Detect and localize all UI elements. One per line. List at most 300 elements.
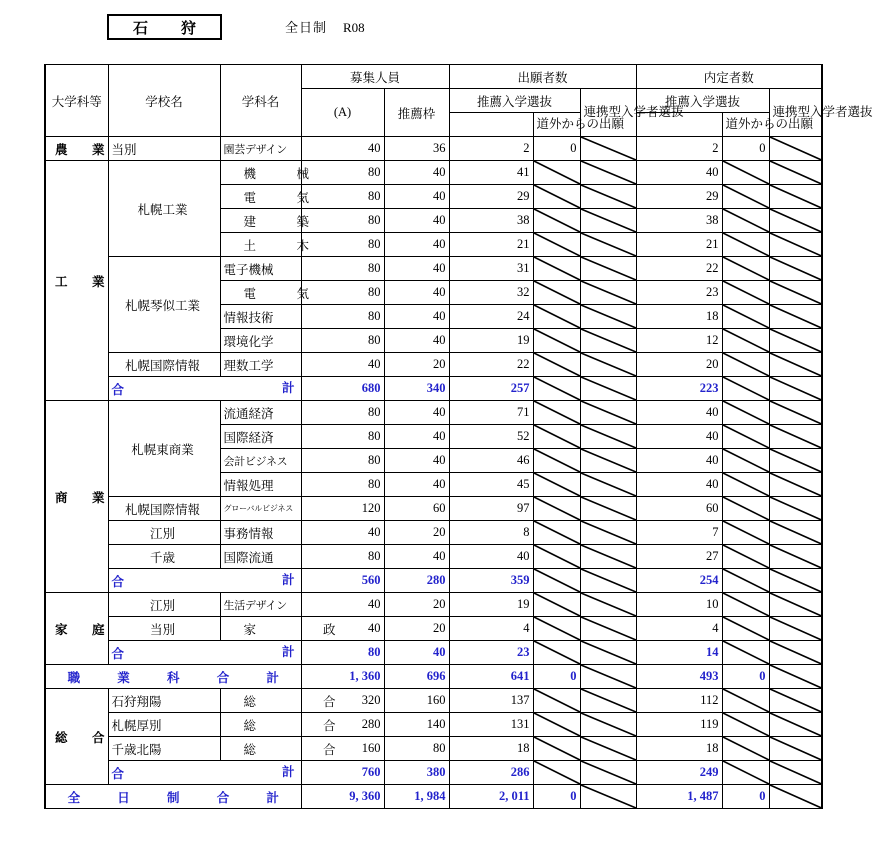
category-cell: 商 業 [45, 401, 108, 593]
accepted-linked-cell-na [769, 329, 822, 353]
header-app-outside-hokkaido: 道外からの出願 [533, 113, 580, 137]
accepted-linked-cell-na [769, 545, 822, 569]
quota-total-cell: 80 [301, 545, 384, 569]
grand-total-label-char-2: 制 [167, 790, 180, 805]
table-row [45, 521, 822, 545]
quota-total-cell: 9, 360 [301, 785, 384, 809]
applicants-linked-cell-na [580, 305, 636, 329]
applicants-linked-cell-na [580, 497, 636, 521]
header-school: 学校名 [108, 65, 220, 137]
quota-recommend-cell: 340 [384, 377, 449, 401]
department-name-cell: 会計ビジネス [220, 449, 301, 473]
applicants-recommend-cell: 137 [449, 689, 533, 713]
header-kind: 大学科等 [45, 65, 108, 137]
quota-recommend-cell: 40 [384, 329, 449, 353]
year-code: R08 [343, 20, 365, 35]
accepted-outside-cell: 0 [722, 665, 769, 689]
quota-recommend-cell: 20 [384, 521, 449, 545]
applicants-recommend-cell: 38 [449, 209, 533, 233]
applicants-recommend-cell: 2 [449, 137, 533, 161]
quota-total-cell: 320 [301, 689, 384, 713]
accepted-recommend-cell: 119 [636, 713, 722, 737]
accepted-recommend-cell: 40 [636, 449, 722, 473]
quota-total-cell: 40 [301, 137, 384, 161]
applicants-outside-cell-na [533, 233, 580, 257]
accepted-recommend-cell: 22 [636, 257, 722, 281]
applicants-linked-cell-na [580, 737, 636, 761]
applicants-outside-cell-na [533, 737, 580, 761]
accepted-outside-cell-na [722, 161, 769, 185]
quota-total-cell: 80 [301, 449, 384, 473]
applicants-outside-cell: 0 [533, 665, 580, 689]
table-row [45, 617, 822, 641]
accepted-recommend-cell: 493 [636, 665, 722, 689]
accepted-outside-cell: 0 [722, 785, 769, 809]
department-name-cell: 国際流通 [220, 545, 301, 569]
vocational-total-label-char-1: 業 [117, 670, 130, 685]
applicants-recommend-cell: 19 [449, 329, 533, 353]
department-name-cell: 総 合 [220, 689, 301, 713]
applicants-linked-cell-na [580, 665, 636, 689]
school-name-cell: 当別 [108, 137, 220, 161]
table-row [45, 353, 822, 377]
department-name-cell: 情報処理 [220, 473, 301, 497]
section-total-label [108, 761, 301, 785]
header-group-quota: 募集人員 [301, 65, 449, 89]
header-acc-linked-type: 連携型入学者選抜 [769, 89, 822, 137]
quota-total-cell: 80 [301, 305, 384, 329]
subtitle-line [285, 17, 365, 36]
applicants-outside-cell-na [533, 593, 580, 617]
applicants-linked-cell-na [580, 425, 636, 449]
applicants-recommend-cell: 359 [449, 569, 533, 593]
section-total-row [45, 569, 822, 593]
total-label-left: 合 [111, 766, 125, 781]
accepted-linked-cell-na [769, 401, 822, 425]
accepted-outside-cell-na [722, 569, 769, 593]
accepted-linked-cell-na [769, 233, 822, 257]
header-acc-outside-hokkaido: 道外からの出願 [722, 113, 769, 137]
grand-total-label-char-4: 計 [266, 790, 279, 805]
accepted-linked-cell-na [769, 161, 822, 185]
grand-total-label-char-3: 合 [216, 790, 230, 805]
applicants-recommend-cell: 32 [449, 281, 533, 305]
accepted-linked-cell-na [769, 209, 822, 233]
quota-recommend-cell: 40 [384, 473, 449, 497]
section-total-row [45, 377, 822, 401]
accepted-linked-cell-na [769, 761, 822, 785]
quota-total-cell: 560 [301, 569, 384, 593]
accepted-linked-cell-na [769, 353, 822, 377]
applicants-recommend-cell: 41 [449, 161, 533, 185]
school-name-cell: 江別 [108, 593, 220, 617]
accepted-linked-cell-na [769, 569, 822, 593]
grand-total-label [45, 785, 301, 809]
accepted-outside-cell-na [722, 497, 769, 521]
applicants-recommend-cell: 2, 011 [449, 785, 533, 809]
quota-recommend-cell: 40 [384, 449, 449, 473]
applicants-outside-cell-na [533, 473, 580, 497]
applicants-linked-cell-na [580, 713, 636, 737]
vocational-total-label-char-3: 合 [216, 670, 230, 685]
applicants-outside-cell-na [533, 449, 580, 473]
quota-recommend-cell: 80 [384, 737, 449, 761]
applicants-outside-cell-na [533, 353, 580, 377]
school-name-cell: 札幌厚別 [108, 713, 220, 737]
accepted-recommend-cell: 40 [636, 401, 722, 425]
applicants-outside-cell: 0 [533, 785, 580, 809]
quota-recommend-cell: 160 [384, 689, 449, 713]
accepted-outside-cell-na [722, 209, 769, 233]
category-cell: 総 合 [45, 689, 108, 785]
accepted-outside-cell-na [722, 617, 769, 641]
quota-total-cell: 80 [301, 233, 384, 257]
applicants-outside-cell-na [533, 497, 580, 521]
quota-recommend-cell: 40 [384, 233, 449, 257]
school-name-cell: 石狩翔陽 [108, 689, 220, 713]
header-group-applicants: 出願者数 [449, 65, 636, 89]
vocational-total-row [45, 665, 822, 689]
accepted-recommend-cell: 60 [636, 497, 722, 521]
department-name-cell: 情報技術 [220, 305, 301, 329]
accepted-recommend-cell: 21 [636, 233, 722, 257]
department-name-cell: 建 築 [220, 209, 301, 233]
applicants-recommend-cell: 257 [449, 377, 533, 401]
quota-recommend-cell: 36 [384, 137, 449, 161]
accepted-outside-cell-na [722, 257, 769, 281]
quota-recommend-cell: 1, 984 [384, 785, 449, 809]
accepted-outside-cell-na [722, 425, 769, 449]
accepted-linked-cell-na [769, 593, 822, 617]
accepted-outside-cell-na [722, 353, 769, 377]
applicants-linked-cell-na [580, 545, 636, 569]
applicants-outside-cell-na [533, 425, 580, 449]
vocational-total-label-char-4: 計 [266, 670, 279, 685]
quota-recommend-cell: 40 [384, 401, 449, 425]
table-row [45, 497, 822, 521]
quota-recommend-cell: 380 [384, 761, 449, 785]
accepted-linked-cell-na [769, 473, 822, 497]
accepted-recommend-cell: 223 [636, 377, 722, 401]
quota-recommend-cell: 40 [384, 641, 449, 665]
applicants-recommend-cell: 71 [449, 401, 533, 425]
school-name-cell: 当別 [108, 617, 220, 641]
applicants-linked-cell-na [580, 401, 636, 425]
accepted-outside-cell-na [722, 713, 769, 737]
school-name-cell: 札幌東商業 [108, 401, 220, 497]
applicants-linked-cell-na [580, 785, 636, 809]
total-label-right: 計 [281, 765, 295, 779]
school-name-cell: 江別 [108, 521, 220, 545]
applicants-linked-cell-na [580, 449, 636, 473]
applicants-linked-cell-na [580, 641, 636, 665]
applicants-outside-cell-na [533, 185, 580, 209]
table-row [45, 161, 822, 185]
quota-recommend-cell: 40 [384, 305, 449, 329]
applicants-recommend-cell: 19 [449, 593, 533, 617]
quota-recommend-cell: 40 [384, 257, 449, 281]
applicants-linked-cell-na [580, 233, 636, 257]
applicants-recommend-cell: 4 [449, 617, 533, 641]
quota-total-cell: 80 [301, 641, 384, 665]
quota-total-cell: 280 [301, 713, 384, 737]
quota-total-cell: 40 [301, 617, 384, 641]
accepted-outside-cell-na [722, 761, 769, 785]
quota-recommend-cell: 140 [384, 713, 449, 737]
applicants-outside-cell: 0 [533, 137, 580, 161]
department-name-cell: 家 政 [220, 617, 301, 641]
applicants-linked-cell-na [580, 137, 636, 161]
applicants-linked-cell-na [580, 257, 636, 281]
total-label-right: 計 [281, 573, 295, 587]
quota-total-cell: 40 [301, 521, 384, 545]
accepted-recommend-cell: 2 [636, 137, 722, 161]
department-name-cell: 機 械 [220, 161, 301, 185]
accepted-outside-cell-na [722, 281, 769, 305]
applicants-linked-cell-na [580, 473, 636, 497]
accepted-recommend-cell: 14 [636, 641, 722, 665]
grand-total-label-char-1: 日 [117, 790, 130, 805]
applicants-recommend-cell: 641 [449, 665, 533, 689]
quota-recommend-cell: 40 [384, 209, 449, 233]
total-label-right: 計 [281, 645, 295, 659]
accepted-linked-cell-na [769, 377, 822, 401]
section-total-row [45, 761, 822, 785]
quota-total-cell: 120 [301, 497, 384, 521]
accepted-outside-cell-na [722, 305, 769, 329]
applicants-linked-cell-na [580, 161, 636, 185]
quota-recommend-cell: 20 [384, 353, 449, 377]
header-group-accepted: 内定者数 [636, 65, 822, 89]
applicants-recommend-cell: 29 [449, 185, 533, 209]
category-cell: 農 業 [45, 137, 108, 161]
accepted-linked-cell-na [769, 449, 822, 473]
school-system-label: 全日制 [285, 20, 328, 35]
applicants-outside-cell-na [533, 377, 580, 401]
admissions-table [44, 64, 873, 809]
accepted-linked-cell-na [769, 185, 822, 209]
accepted-linked-cell-na [769, 737, 822, 761]
accepted-outside-cell-na [722, 329, 769, 353]
applicants-outside-cell-na [533, 689, 580, 713]
school-name-cell: 札幌琴似工業 [108, 257, 220, 353]
accepted-recommend-cell: 27 [636, 545, 722, 569]
accepted-recommend-cell: 7 [636, 521, 722, 545]
applicants-outside-cell-na [533, 281, 580, 305]
applicants-recommend-cell: 31 [449, 257, 533, 281]
region-title: 石 狩 [132, 20, 205, 37]
applicants-linked-cell-na [580, 689, 636, 713]
accepted-recommend-cell: 29 [636, 185, 722, 209]
applicants-outside-cell-na [533, 329, 580, 353]
accepted-linked-cell-na [769, 617, 822, 641]
applicants-recommend-cell: 40 [449, 545, 533, 569]
accepted-outside-cell-na [722, 401, 769, 425]
applicants-recommend-cell: 8 [449, 521, 533, 545]
accepted-outside-cell-na [722, 233, 769, 257]
category-cell: 工 業 [45, 161, 108, 401]
header-app-recommend-blank [449, 113, 533, 137]
applicants-outside-cell-na [533, 641, 580, 665]
title-bar [0, 14, 725, 48]
department-name-cell: 電 気 [220, 281, 301, 305]
applicants-linked-cell-na [580, 617, 636, 641]
accepted-recommend-cell: 254 [636, 569, 722, 593]
accepted-linked-cell-na [769, 257, 822, 281]
table-row [45, 257, 822, 281]
school-name-cell: 札幌国際情報 [108, 353, 220, 377]
table-row [45, 737, 822, 761]
applicants-outside-cell-na [533, 617, 580, 641]
applicants-recommend-cell: 131 [449, 713, 533, 737]
accepted-recommend-cell: 23 [636, 281, 722, 305]
applicants-outside-cell-na [533, 305, 580, 329]
section-total-label [108, 569, 301, 593]
applicants-linked-cell-na [580, 281, 636, 305]
table-row [45, 401, 822, 425]
quota-total-cell: 80 [301, 209, 384, 233]
applicants-outside-cell-na [533, 713, 580, 737]
school-name-cell: 札幌国際情報 [108, 497, 220, 521]
header-acc-recommend-selection: 推薦入学選抜 [636, 89, 769, 113]
accepted-outside-cell-na [722, 689, 769, 713]
table-row [45, 713, 822, 737]
accepted-recommend-cell: 249 [636, 761, 722, 785]
accepted-outside-cell-na [722, 593, 769, 617]
applicants-linked-cell-na [580, 353, 636, 377]
accepted-recommend-cell: 12 [636, 329, 722, 353]
school-name-cell: 千歳北陽 [108, 737, 220, 761]
quota-recommend-cell: 20 [384, 593, 449, 617]
accepted-linked-cell-na [769, 689, 822, 713]
accepted-outside-cell-na [722, 641, 769, 665]
quota-recommend-cell: 40 [384, 161, 449, 185]
quota-recommend-cell: 20 [384, 617, 449, 641]
accepted-linked-cell-na [769, 665, 822, 689]
department-name-cell: 総 合 [220, 713, 301, 737]
applicants-recommend-cell: 45 [449, 473, 533, 497]
table-row [45, 593, 822, 617]
region-title-box [107, 14, 222, 40]
department-name-cell: 事務情報 [220, 521, 301, 545]
quota-total-cell: 80 [301, 329, 384, 353]
quota-total-cell: 80 [301, 425, 384, 449]
applicants-linked-cell-na [580, 185, 636, 209]
grand-total-row [45, 785, 822, 809]
department-name-cell: グローバルビジネス [220, 497, 301, 521]
accepted-outside-cell-na [722, 473, 769, 497]
applicants-recommend-cell: 46 [449, 449, 533, 473]
header-dept: 学科名 [220, 65, 301, 137]
accepted-recommend-cell: 40 [636, 425, 722, 449]
applicants-recommend-cell: 97 [449, 497, 533, 521]
applicants-linked-cell-na [580, 593, 636, 617]
applicants-recommend-cell: 23 [449, 641, 533, 665]
accepted-recommend-cell: 112 [636, 689, 722, 713]
applicants-recommend-cell: 18 [449, 737, 533, 761]
applicants-linked-cell-na [580, 209, 636, 233]
header-quota-a: (A) [301, 89, 384, 137]
applicants-outside-cell-na [533, 569, 580, 593]
accepted-linked-cell-na [769, 425, 822, 449]
header-quota-recommend: 推薦枠 [384, 89, 449, 137]
school-name-cell: 札幌工業 [108, 161, 220, 257]
department-name-cell: 電子機械 [220, 257, 301, 281]
accepted-outside-cell: 0 [722, 137, 769, 161]
grand-total-label-char-0: 全 [67, 790, 81, 805]
accepted-recommend-cell: 18 [636, 305, 722, 329]
table-row [45, 137, 822, 161]
department-name-cell: 環境化学 [220, 329, 301, 353]
category-cell: 家 庭 [45, 593, 108, 665]
quota-total-cell: 40 [301, 353, 384, 377]
applicants-linked-cell-na [580, 329, 636, 353]
applicants-recommend-cell: 21 [449, 233, 533, 257]
vocational-total-label [45, 665, 301, 689]
department-name-cell: 総 合 [220, 737, 301, 761]
department-name-cell: 園芸デザイン [220, 137, 301, 161]
table-row [45, 689, 822, 713]
total-label-left: 合 [111, 646, 125, 661]
accepted-outside-cell-na [722, 545, 769, 569]
applicants-linked-cell-na [580, 569, 636, 593]
quota-total-cell: 80 [301, 401, 384, 425]
accepted-recommend-cell: 4 [636, 617, 722, 641]
header-app-linked-type: 連携型入学者選抜 [580, 89, 636, 137]
applicants-recommend-cell: 24 [449, 305, 533, 329]
section-total-label [108, 641, 301, 665]
quota-recommend-cell: 40 [384, 545, 449, 569]
table-row [45, 545, 822, 569]
department-name-cell: 生活デザイン [220, 593, 301, 617]
vocational-total-label-char-2: 科 [167, 670, 180, 685]
applicants-recommend-cell: 22 [449, 353, 533, 377]
accepted-recommend-cell: 40 [636, 473, 722, 497]
accepted-linked-cell-na [769, 281, 822, 305]
applicants-outside-cell-na [533, 209, 580, 233]
accepted-linked-cell-na [769, 713, 822, 737]
quota-total-cell: 80 [301, 473, 384, 497]
total-label-right: 計 [281, 381, 295, 395]
accepted-outside-cell-na [722, 377, 769, 401]
quota-recommend-cell: 60 [384, 497, 449, 521]
applicants-outside-cell-na [533, 161, 580, 185]
quota-recommend-cell: 280 [384, 569, 449, 593]
section-total-label [108, 377, 301, 401]
department-name-cell: 土 木 [220, 233, 301, 257]
accepted-linked-cell-na [769, 137, 822, 161]
header-app-recommend-selection: 推薦入学選抜 [449, 89, 580, 113]
quota-recommend-cell: 40 [384, 281, 449, 305]
total-label-left: 合 [111, 382, 125, 397]
applicants-linked-cell-na [580, 521, 636, 545]
accepted-linked-cell-na [769, 641, 822, 665]
accepted-recommend-cell: 20 [636, 353, 722, 377]
department-name-cell: 電 気 [220, 185, 301, 209]
accepted-recommend-cell: 1, 487 [636, 785, 722, 809]
accepted-recommend-cell: 10 [636, 593, 722, 617]
accepted-recommend-cell: 38 [636, 209, 722, 233]
quota-total-cell: 1, 360 [301, 665, 384, 689]
applicants-linked-cell-na [580, 761, 636, 785]
accepted-linked-cell-na [769, 497, 822, 521]
section-total-row [45, 641, 822, 665]
quota-total-cell: 160 [301, 737, 384, 761]
quota-total-cell: 80 [301, 257, 384, 281]
quota-total-cell: 760 [301, 761, 384, 785]
accepted-outside-cell-na [722, 737, 769, 761]
accepted-outside-cell-na [722, 449, 769, 473]
